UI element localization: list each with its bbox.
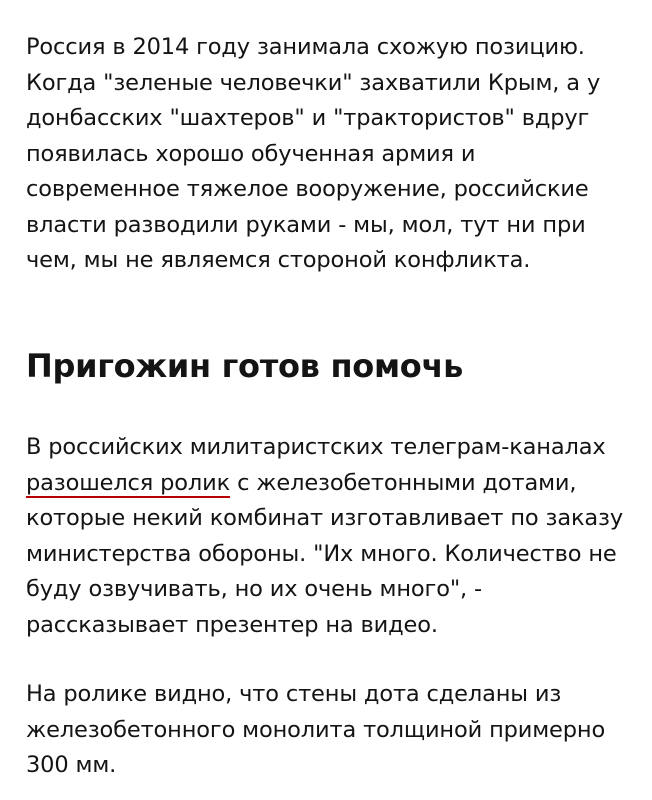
section-heading: Пригожин готов помочь bbox=[26, 347, 464, 385]
article-paragraph: Россия в 2014 году занимала схожую позицию. Когда "зеленые человечки" захватили Крым, а у донбасских "шахтеров" и "трактористов" вдруг появилась хорошо обученная армия и современное тяжелое вооружение, российские власти разводили руками - мы, мол, тут ни при чем, мы не являемся стороной конфликта. bbox=[26, 34, 601, 273]
video-link[interactable]: разошелся ролик bbox=[26, 469, 231, 496]
article-paragraph: На ролике видно, что стены дота сделаны из железобетонного монолита толщиной примерно 300 мм. bbox=[26, 681, 606, 778]
paragraph-text: с железобетонными дотами, которые некий комбинат изготавливает по заказу министерства обороны. "Их много. Количество не буду озвучивать, но их очень много", - рассказывает презентер на видео. bbox=[26, 469, 624, 638]
article-paragraph bbox=[26, 430, 632, 643]
paragraph-text: В российских милитаристских телеграм-каналах bbox=[26, 434, 606, 460]
